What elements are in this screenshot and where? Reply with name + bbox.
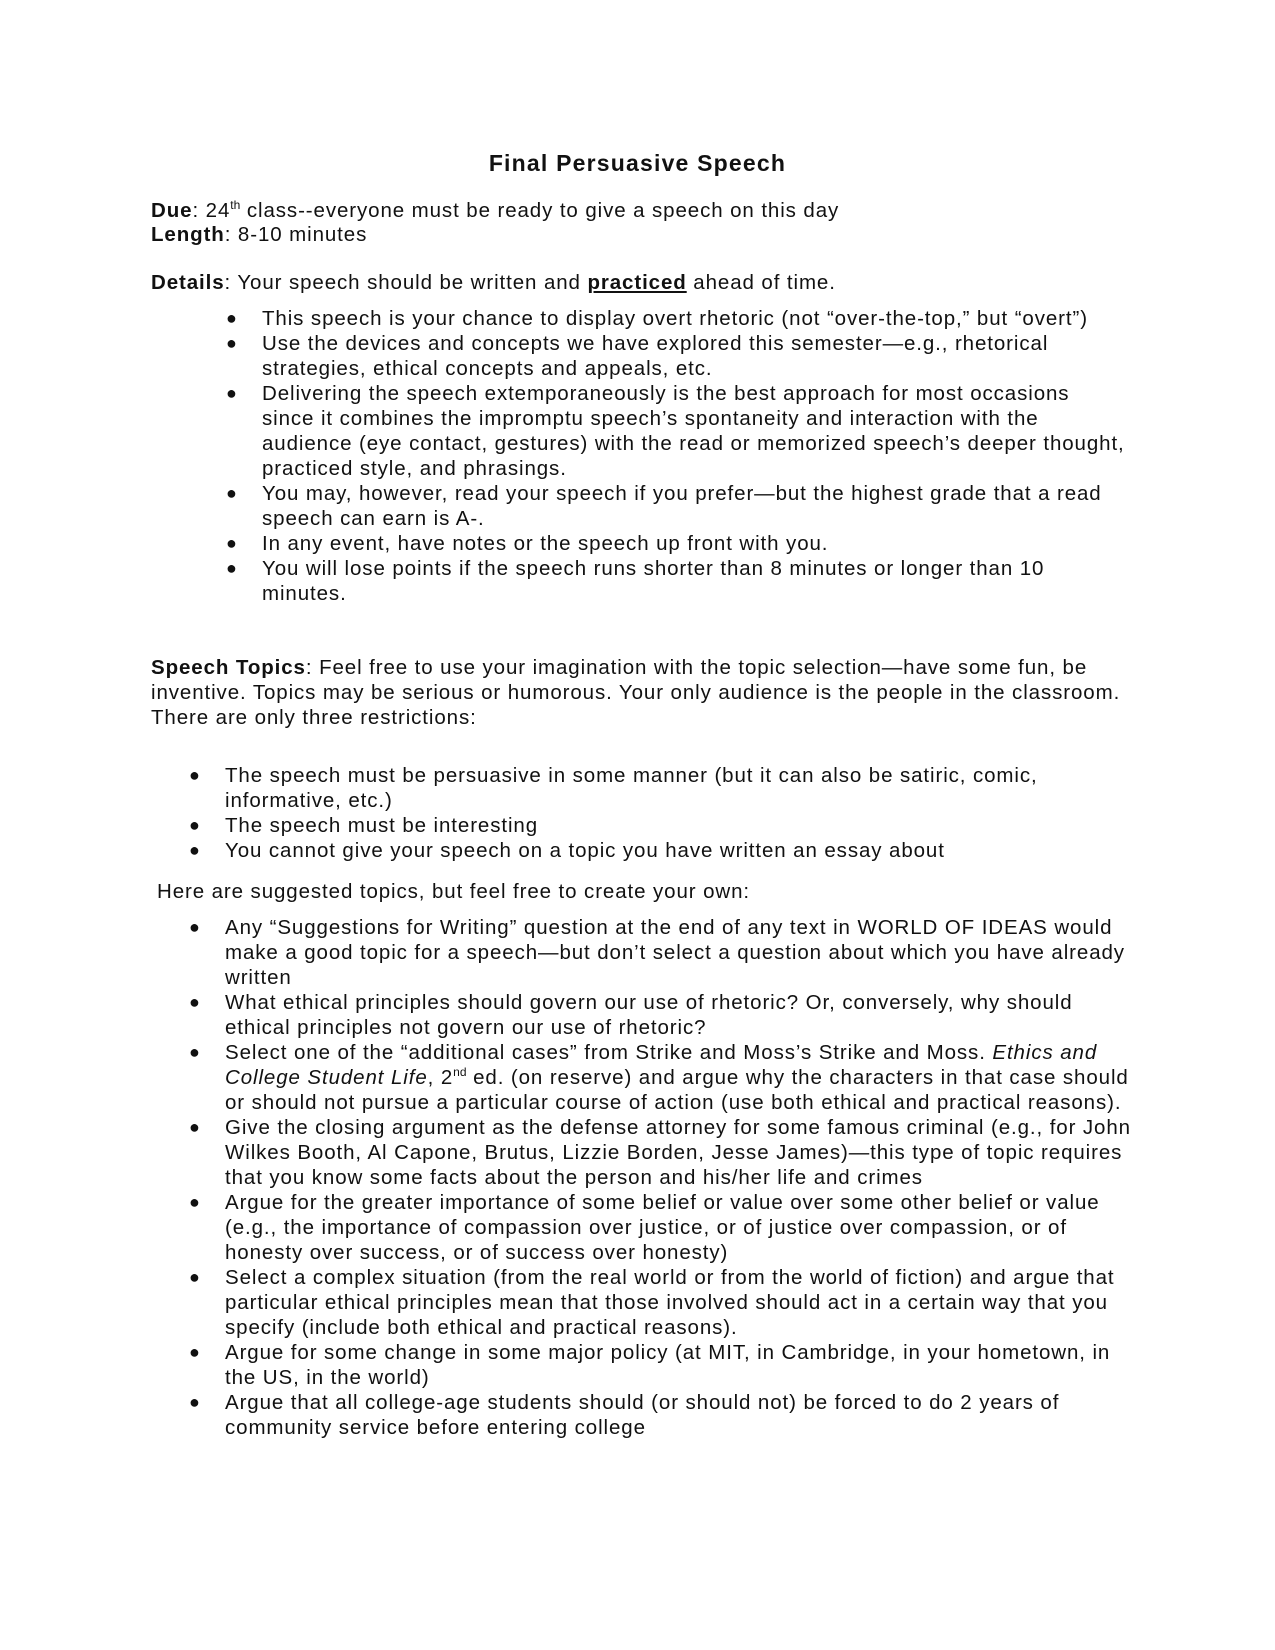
details-item-text: Delivering the speech extemporaneously is the best approach for most occasions since it combines the impromptu speech’s spontaneity and interaction with the audience (eye contact, gestures) with the read or memorized speech’s deeper thought, practiced style, and phrasings. — [262, 382, 1125, 480]
length-label: Length — [151, 223, 225, 246]
due-label: Due — [151, 199, 193, 222]
bullet-icon: ● — [189, 992, 201, 1012]
due-day-number: 24 — [205, 199, 231, 222]
details-label: Details — [151, 271, 225, 294]
details-item-text: In any event, have notes or the speech up front with you. — [262, 532, 829, 555]
details-item-text: Use the devices and concepts we have explored this semester—e.g., rhetorical strategies, ethical concepts and appeals, etc. — [262, 332, 1049, 380]
suggested-intro: Here are suggested topics, but feel free to create your own: — [157, 880, 750, 903]
restriction-item — [189, 763, 1125, 813]
bullet-icon: ● — [189, 1117, 201, 1137]
ethics-after: ed. (on reserve) and argue why the characters in that case should or should not pursue a particular course of action (use both ethical and practical reasons). — [225, 1066, 1129, 1114]
due-text: class--everyone must be ready to give a speech on this day — [240, 199, 840, 222]
topic-item-text: Argue for some change in some major policy (at MIT, in Cambridge, in your hometown, in the US, in the world) — [225, 1341, 1111, 1389]
bullet-icon: ● — [189, 815, 201, 835]
due-line: Due: 24th class--everyone must be ready to give a speech on this day — [151, 198, 840, 222]
bullet-icon: ● — [189, 840, 201, 860]
length-text: : 8-10 minutes — [224, 223, 368, 246]
ethics-book-title: Ethics and College Student Life — [225, 1041, 1098, 1089]
topic-item — [189, 1115, 1140, 1190]
topic-item-ethics — [189, 1040, 1140, 1115]
speech-topics-paragraph — [151, 655, 1131, 730]
details-item-text: This speech is your chance to display overt rhetoric (not “over-the-top,” but “overt”) — [262, 307, 1088, 330]
topic-item — [189, 1390, 1140, 1440]
suggested-topics-list — [189, 915, 1140, 1440]
topic-item — [189, 1340, 1140, 1390]
topic-item-text: Give the closing argument as the defense attorney for some famous criminal (e.g., for John Wilkes Booth, Al Capone, Brutus, Lizzie Borden, Jesse James)—this type of topic requires that you know some facts about the person and his/her life and crimes — [225, 1116, 1131, 1189]
restriction-item-text: You cannot give your speech on a topic you have written an essay about — [225, 839, 945, 862]
details-list — [226, 306, 1127, 606]
restriction-item — [189, 813, 1125, 838]
ethics-edition-suffix: nd — [453, 1065, 467, 1079]
topic-item-text: Argue that all college-age students should (or should not) be forced to do 2 years of community service before entering college — [225, 1391, 1060, 1439]
speech-topics-text: : Feel free to use your imagination with the topic selection—have some fun, be inventive. Topics may be serious or humorous. Your only audience is the people in the classroom. There are only three restrictions: — [151, 656, 1121, 729]
details-emphasis: practiced — [587, 271, 687, 294]
topic-item-text: What ethical principles should govern our use of rhetoric? Or, conversely, why should ethical principles not govern our use of rhetoric? — [225, 991, 1073, 1039]
details-item — [226, 306, 1127, 331]
bullet-icon: ● — [226, 383, 238, 403]
ethics-edition-number: , 2 — [427, 1066, 454, 1089]
details-line — [151, 270, 836, 295]
bullet-icon: ● — [226, 533, 238, 553]
restriction-item-text: The speech must be interesting — [225, 814, 539, 837]
topic-item — [189, 1265, 1140, 1340]
bullet-icon: ● — [189, 917, 201, 937]
bullet-icon: ● — [189, 1192, 201, 1212]
details-intro-after: ahead of time. — [686, 271, 836, 294]
speech-topics-label: Speech Topics — [151, 656, 306, 679]
details-item-text: You will lose points if the speech runs shorter than 8 minutes or longer than 10 minutes. — [262, 557, 1045, 605]
details-item — [226, 331, 1127, 381]
topic-item-text: Any “Suggestions for Writing” question at the end of any text in WORLD OF IDEAS would make a good topic for a speech—but don’t select a question about which you have already written — [225, 916, 1125, 989]
details-item — [226, 481, 1127, 531]
restrictions-list — [189, 763, 1125, 863]
topic-item — [189, 915, 1140, 990]
restriction-item-text: The speech must be persuasive in some manner (but it can also be satiric, comic, informative, etc.) — [225, 764, 1038, 812]
bullet-icon: ● — [226, 483, 238, 503]
bullet-icon: ● — [226, 558, 238, 578]
bullet-icon: ● — [189, 1342, 201, 1362]
length-line — [151, 222, 367, 247]
bullet-icon: ● — [226, 333, 238, 353]
details-item — [226, 381, 1127, 481]
ethics-before: Select one of the “additional cases” from Strike and Moss’s Strike and Moss. — [225, 1041, 993, 1064]
bullet-icon: ● — [189, 1392, 201, 1412]
page-title: Final Persuasive Speech — [488, 150, 787, 176]
bullet-icon: ● — [189, 765, 201, 785]
details-intro-before: : Your speech should be written and — [224, 271, 588, 294]
topic-item — [189, 990, 1140, 1040]
bullet-icon: ● — [226, 308, 238, 328]
due-day-suffix: th — [230, 198, 241, 212]
bullet-icon: ● — [189, 1042, 201, 1062]
topic-item — [189, 1190, 1140, 1265]
topic-item-text: Select a complex situation (from the real world or from the world of fiction) and argue that particular ethical principles mean that those involved should act in a certain way that you specify (include both ethical and practical reasons). — [225, 1266, 1115, 1339]
details-item — [226, 556, 1127, 606]
restriction-item — [189, 838, 1125, 863]
topic-item-text: Argue for the greater importance of some belief or value over some other belief or value (e.g., the importance of compassion over justice, or of justice over compassion, or of honesty over success, or of success over honesty) — [225, 1191, 1100, 1264]
details-item-text: You may, however, read your speech if you prefer—but the highest grade that a read speech can earn is A-. — [262, 482, 1102, 530]
details-item — [226, 531, 1127, 556]
bullet-icon: ● — [189, 1267, 201, 1287]
